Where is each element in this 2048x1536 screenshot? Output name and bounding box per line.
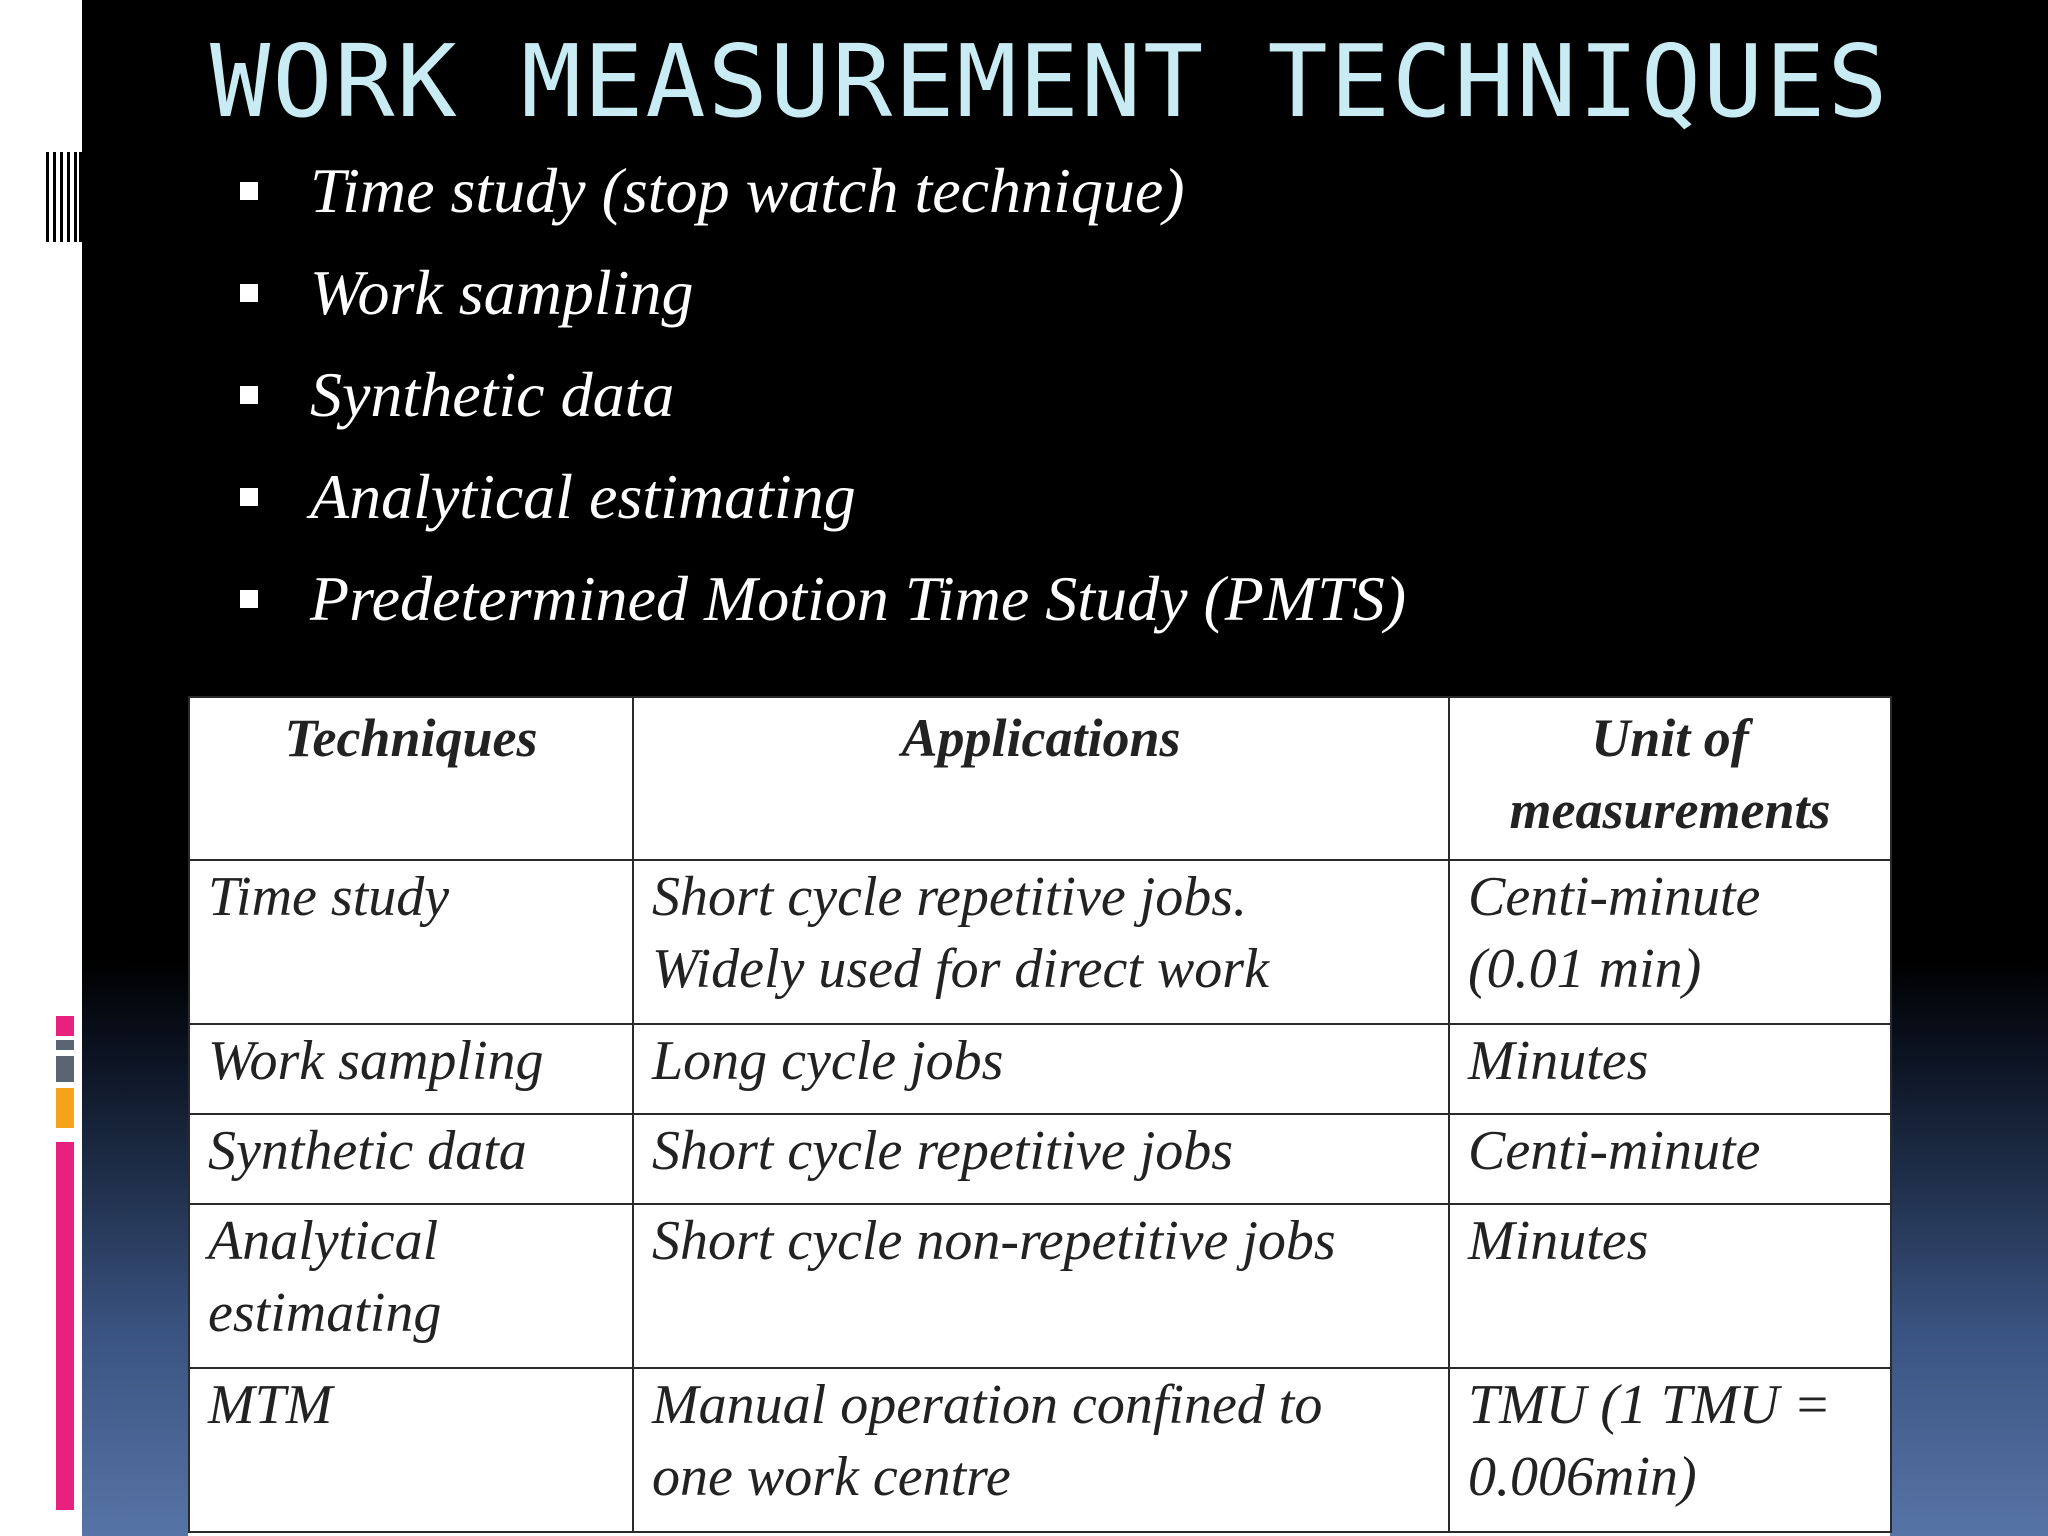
deco-line [53,152,56,242]
accent-bar-pink-top [56,1016,74,1036]
cell-technique [189,1368,633,1532]
square-bullet-icon [240,488,258,506]
cell-text: Manual operation confined to [652,1374,1323,1436]
cell-text: one work centre [652,1446,1011,1508]
cell-application [633,1114,1449,1204]
accent-bar-gray-thin [56,1040,74,1050]
cell-text: estimating [208,1282,442,1344]
cell-application [633,1024,1449,1114]
cell-unit [1449,1368,1891,1532]
bullet-item [240,548,1406,650]
cell-text: Time study [208,866,450,928]
cell-text: (0.01 min) [1468,938,1702,1000]
cell-text: Centi-minute [1468,1120,1761,1182]
cell-text: Centi-minute [1468,866,1761,928]
cell-text: TMU (1 TMU = [1468,1374,1831,1436]
header-label: Unit of [1591,708,1749,768]
bullet-text: Predetermined Motion Time Study (PMTS) [310,563,1407,634]
header-label: Techniques [284,708,538,768]
cell-text: MTM [208,1374,333,1436]
cell-application [633,860,1449,1024]
deco-line [67,152,70,242]
cell-text: Long cycle jobs [652,1030,1004,1092]
deco-line [60,152,63,242]
square-bullet-icon [240,284,258,302]
cell-unit [1449,860,1891,1024]
vertical-lines-decoration [46,152,82,242]
deco-line [79,152,82,242]
techniques-table [188,696,1892,1533]
cell-text: Widely used for direct work [652,938,1269,1000]
bullet-item [240,140,1406,242]
cell-text: Work sampling [208,1030,544,1092]
bullet-item [240,344,1406,446]
cell-unit [1449,1204,1891,1368]
bullet-list [240,140,1406,650]
table-row [189,860,1891,1024]
accent-bar-gray [56,1056,74,1082]
bullet-text: Analytical estimating [310,461,856,532]
table-row [189,1204,1891,1368]
techniques-table-image [188,696,1890,1536]
accent-bars-decoration [56,1016,74,1510]
bullet-item [240,242,1406,344]
square-bullet-icon [240,386,258,404]
header-unit [1449,697,1891,860]
cell-text: Short cycle non-repetitive jobs [652,1210,1336,1272]
header-label: Applications [901,708,1181,768]
cell-text: Minutes [1468,1030,1649,1092]
square-bullet-icon [240,590,258,608]
bullet-text: Synthetic data [310,359,675,430]
table-row [189,1368,1891,1532]
table-row [189,1024,1891,1114]
square-bullet-icon [240,182,258,200]
cell-technique [189,1024,633,1114]
cell-unit [1449,1024,1891,1114]
cell-text: Minutes [1468,1210,1649,1272]
bullet-text: Work sampling [310,257,694,328]
accent-bar-pink [56,1142,74,1510]
cell-text: Short cycle repetitive jobs. [652,866,1248,928]
left-decorative-strip [0,0,82,1536]
cell-text: Synthetic data [208,1120,527,1182]
slide-title: WORK MEASUREMENT TECHNIQUES [210,23,1890,140]
table-row [189,1114,1891,1204]
cell-application [633,1204,1449,1368]
cell-unit [1449,1114,1891,1204]
header-applications [633,697,1449,860]
cell-technique [189,1204,633,1368]
accent-gap [56,1128,74,1138]
cell-technique [189,1114,633,1204]
cell-text: 0.006min) [1468,1446,1697,1508]
cell-technique [189,860,633,1024]
header-techniques [189,697,633,860]
deco-line [74,152,77,242]
table-header-row [189,697,1891,860]
cell-text: Short cycle repetitive jobs [652,1120,1234,1182]
cell-text: Analytical [208,1210,439,1272]
deco-line [46,152,49,242]
bullet-text: Time study (stop watch technique) [310,155,1185,226]
bullet-item [240,446,1406,548]
cell-application [633,1368,1449,1532]
header-label: measurements [1509,780,1831,840]
